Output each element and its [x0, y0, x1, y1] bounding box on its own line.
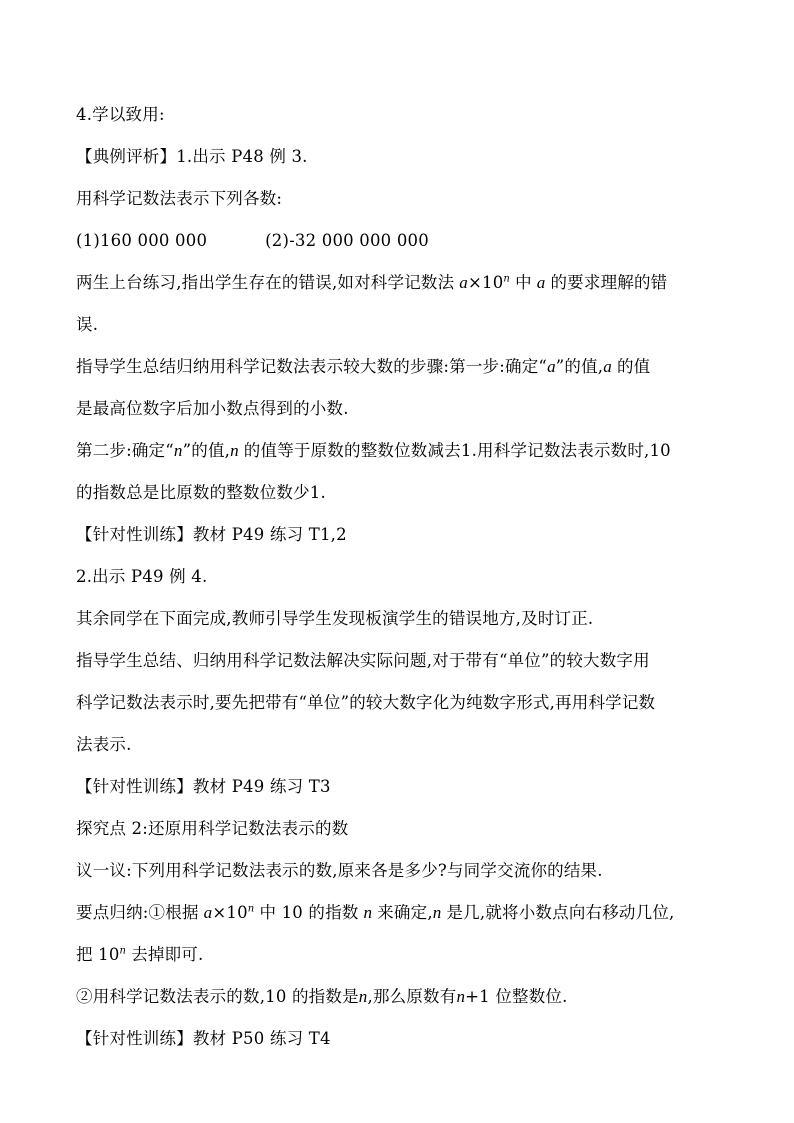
example2-line — [76, 565, 726, 589]
exponent-n: n — [503, 273, 511, 285]
training-line-2 — [76, 775, 726, 799]
step1-text-2: 是最高位数字后加小数点得到的小数. — [76, 399, 349, 418]
var-a: a — [547, 357, 556, 376]
training-tag: 【针对性训练】 — [76, 777, 193, 796]
example-line — [76, 145, 726, 169]
section-title-text: 4.学以致用: — [76, 105, 165, 124]
key-line-2 — [76, 943, 726, 967]
task-line — [76, 187, 726, 211]
summary-text-1: 指导学生总结、归纳用科学记数法解决实际问题,对于带有“单位”的较大数字用 — [76, 651, 650, 670]
step1-text-b: ”的值, — [555, 357, 604, 376]
discuss-line — [76, 859, 726, 883]
step2-text-a: 第二步:确定“ — [76, 441, 174, 460]
training-tag: 【针对性训练】 — [76, 525, 193, 544]
key-text-c: 来确定, — [377, 903, 433, 922]
var-a: a — [603, 357, 612, 376]
example2-text: 2.出示 P49 例 4. — [76, 567, 208, 586]
section-title — [76, 103, 726, 127]
point2-text-b: ,那么原数有 — [367, 987, 457, 1006]
summary-line-2 — [76, 691, 726, 715]
item-2: (2)-32 000 000 000 — [265, 231, 429, 250]
example-tag: 【典例评析】 — [76, 147, 177, 166]
training-tag: 【针对性训练】 — [76, 1029, 193, 1048]
key-line2-text-b: 去掉即可. — [131, 945, 204, 964]
discuss-text: 议一议:下列用科学记数法表示的数,原来各是多少?与同学交流你的结果. — [76, 861, 603, 880]
key-line-1 — [76, 901, 726, 925]
var-a: a — [536, 273, 546, 292]
others-line — [76, 607, 726, 631]
var-n: n — [456, 987, 466, 1006]
items-line — [76, 229, 726, 253]
training-line-3 — [76, 1027, 726, 1051]
errors-text-a: 两生上台练习,指出学生存在的错误,如对科学记数法 — [76, 273, 455, 292]
step1-text-c: 的值 — [616, 357, 651, 376]
summary-text-2: 科学记数法表示时,要先把带有“单位”的较大数字化为纯数字形式,再用科学记数 — [76, 693, 656, 712]
key-line2-text-a: 把 10 — [76, 945, 120, 964]
step2-text-2: 的指数总是比原数的整数位数少1. — [76, 483, 326, 502]
step2-text-c: 的值等于原数的整数位数减去1.用科学记数法表示数时,10 — [243, 441, 671, 460]
step2-line-1 — [76, 439, 726, 463]
step2-text-b: ”的值, — [182, 441, 231, 460]
others-text: 其余同学在下面完成,教师引导学生发现板演学生的错误地方,及时订正. — [76, 609, 594, 628]
errors-line — [76, 271, 726, 295]
errors-end-text: 误. — [76, 315, 99, 334]
summary-text-3: 法表示. — [76, 735, 132, 754]
step2-line-2 — [76, 481, 726, 505]
training-line-1 — [76, 523, 726, 547]
exponent-n: n — [119, 945, 127, 957]
key-text-d: 是几,就将小数点向右移动几位, — [446, 903, 675, 922]
times-ten: ×10 — [468, 273, 504, 292]
example-text: 1.出示 P48 例 3. — [176, 147, 308, 166]
explore2-text: 探究点 2:还原用科学记数法表示的数 — [76, 819, 349, 838]
training-text-1: 教材 P49 练习 T1,2 — [192, 525, 347, 544]
var-n: n — [173, 441, 183, 460]
times-ten: ×10 — [212, 903, 248, 922]
summary-line-3 — [76, 733, 726, 757]
point2-text-c: +1 位整数位. — [465, 987, 568, 1006]
key-text-b: 中 10 的指数 — [259, 903, 359, 922]
summary-line-1 — [76, 649, 726, 673]
key-text-a: 要点归纳:①根据 — [76, 903, 199, 922]
training-text-2: 教材 P49 练习 T3 — [192, 777, 331, 796]
exponent-n: n — [247, 903, 255, 915]
task-text: 用科学记数法表示下列各数: — [76, 189, 283, 208]
errors-end-line — [76, 313, 726, 337]
item-1: (1)160 000 000 — [76, 231, 208, 250]
point2-line — [76, 985, 726, 1009]
var-n: n — [230, 441, 239, 460]
step1-text-a: 指导学生总结归纳用科学记数法表示较大数的步骤:第一步:确定“ — [76, 357, 548, 376]
var-n: n — [363, 903, 373, 922]
step1-line-2 — [76, 397, 726, 421]
errors-text-b: 中 — [515, 273, 532, 292]
var-n: n — [432, 903, 442, 922]
errors-text-c: 的要求理解的错 — [550, 273, 668, 292]
training-text-3: 教材 P50 练习 T4 — [192, 1029, 331, 1048]
explore2-line — [76, 817, 726, 841]
var-a: a — [459, 273, 468, 292]
var-n: n — [358, 987, 368, 1006]
var-a: a — [203, 903, 213, 922]
step1-line-1 — [76, 355, 726, 379]
point2-text-a: ②用科学记数法表示的数,10 的指数是 — [76, 987, 359, 1006]
